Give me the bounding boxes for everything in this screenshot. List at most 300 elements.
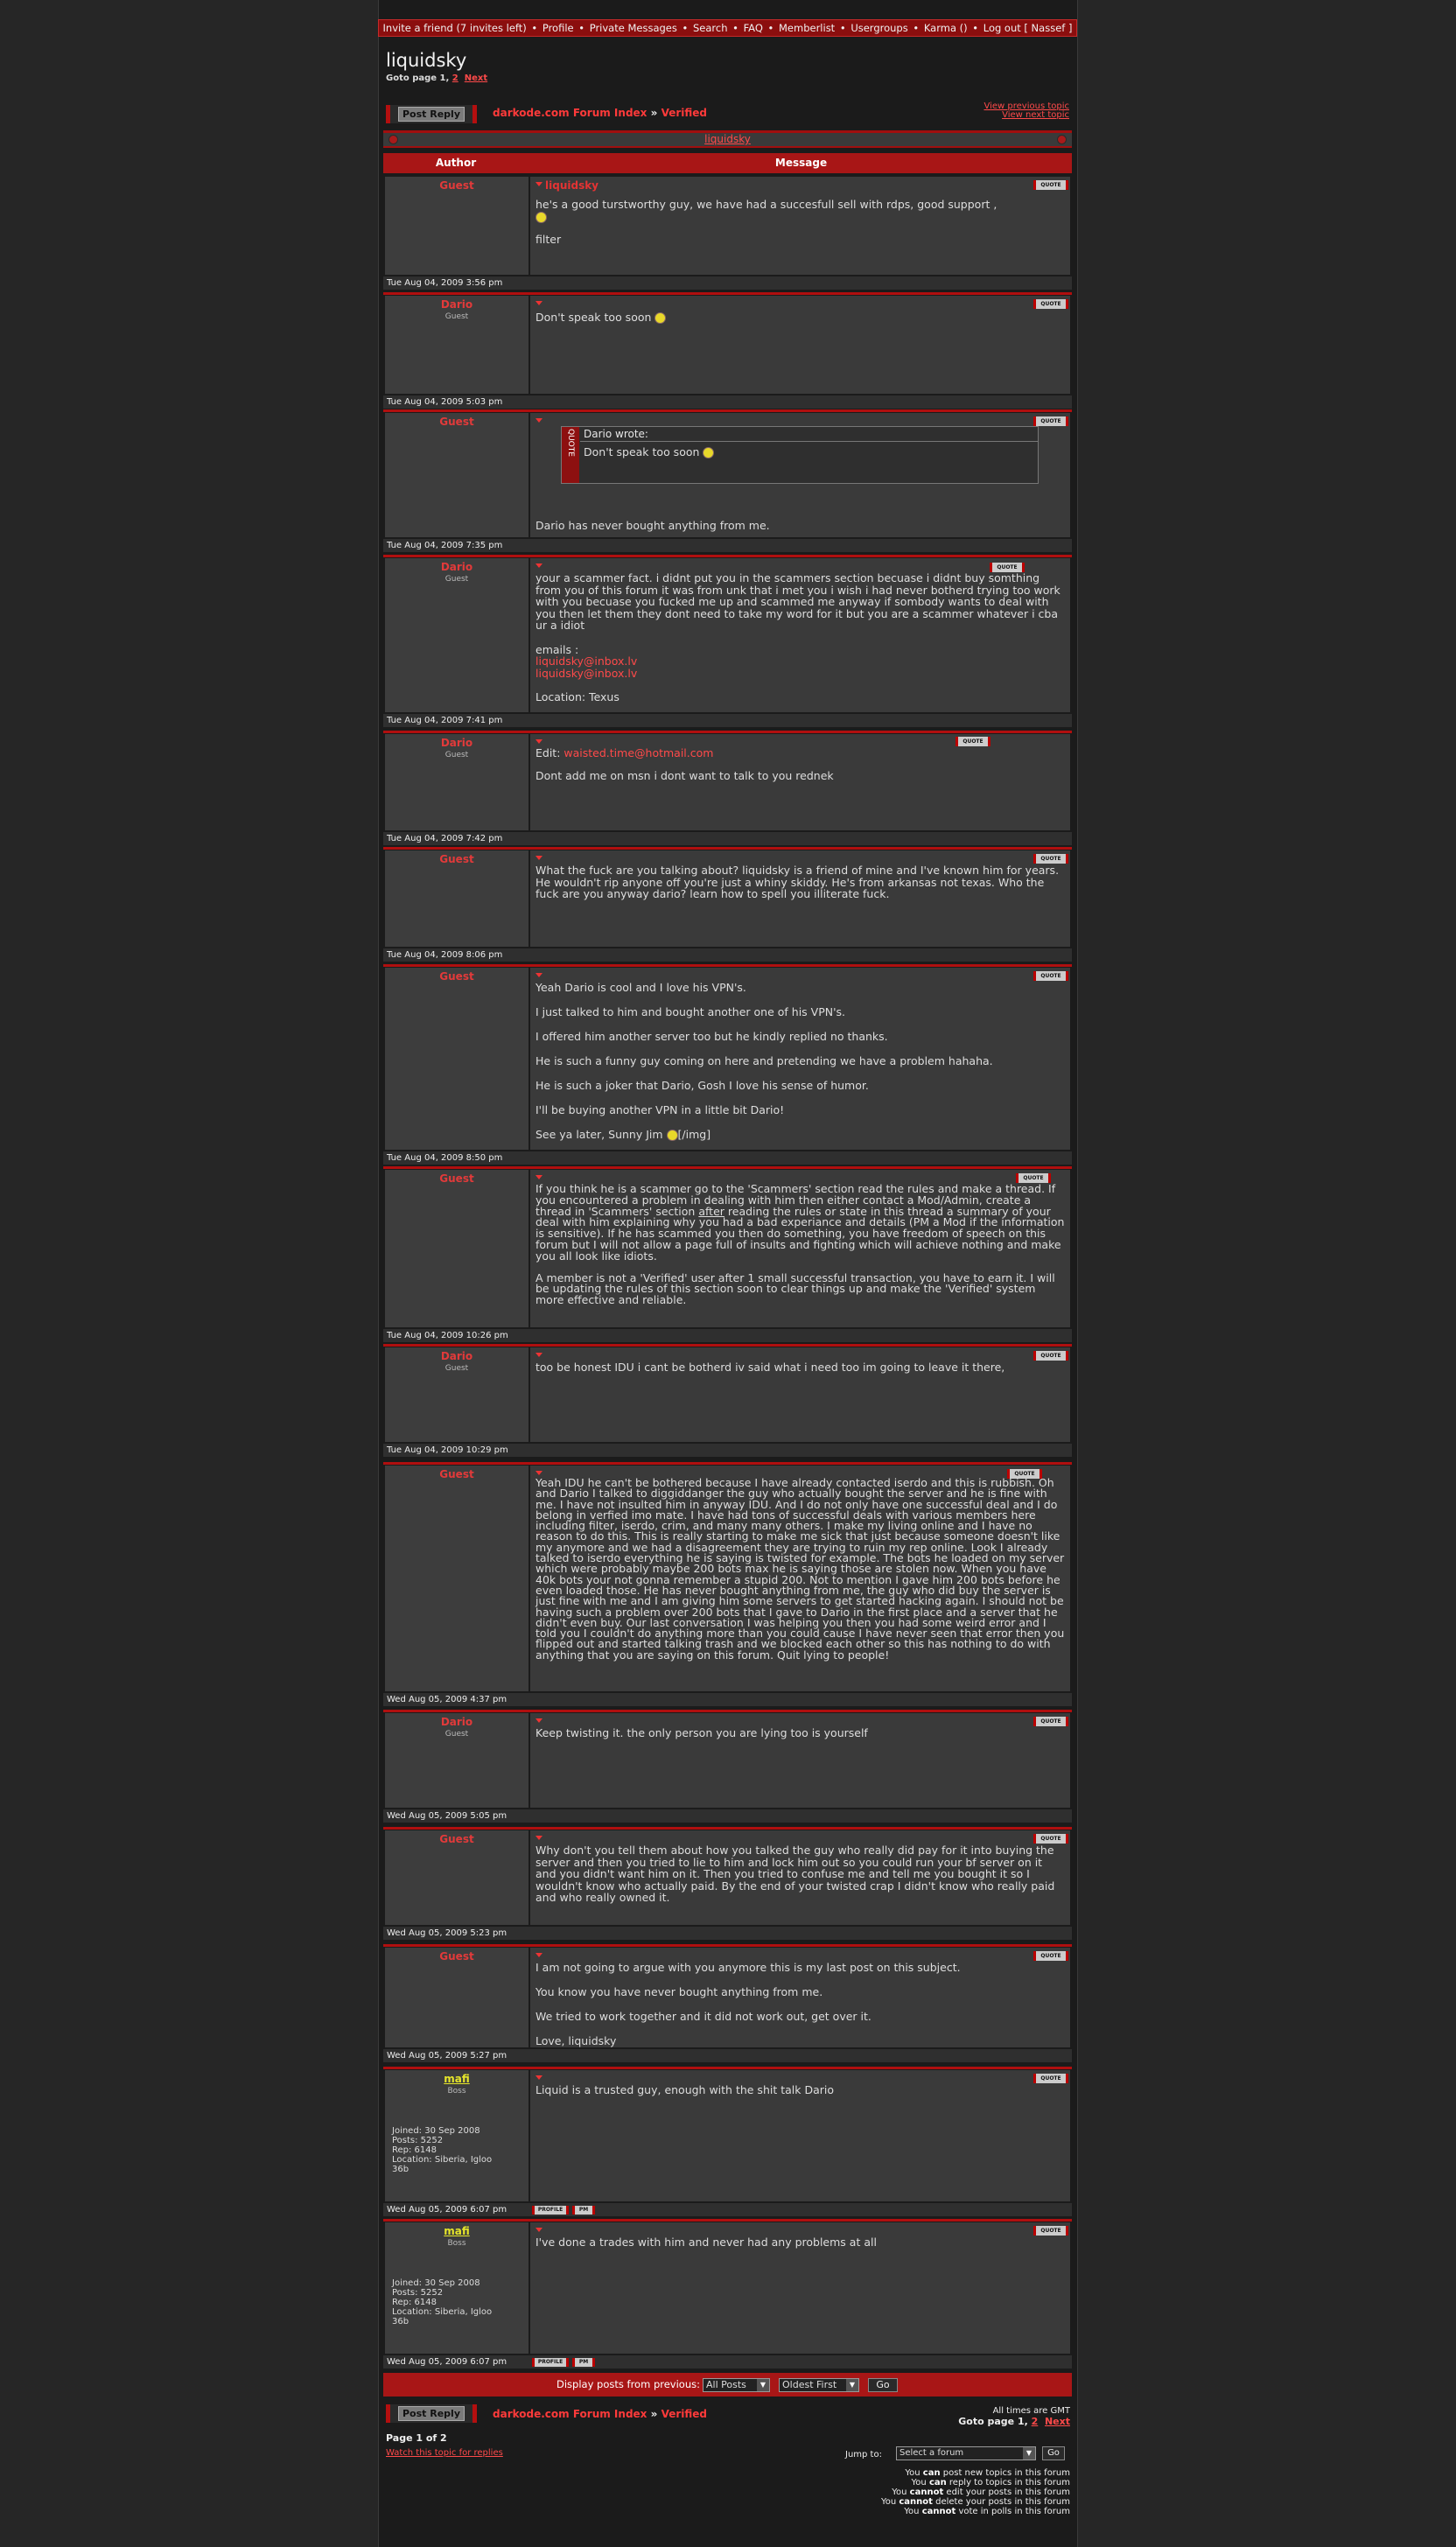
perm-status: can [928, 2478, 947, 2488]
post-body [536, 311, 1065, 324]
perm-status: cannot [921, 2507, 956, 2516]
post-text: Dario has never bought anything from me. [536, 519, 770, 532]
timezone-info [941, 2406, 1070, 2426]
quote-side-text: QUOTE [566, 429, 575, 457]
blank-line [536, 679, 1065, 691]
forum-index-link[interactable]: darkode.com Forum Index [493, 2408, 648, 2420]
next-page-link[interactable]: Next [1044, 2416, 1070, 2427]
current-page: 1 [439, 73, 446, 83]
quote-button[interactable]: QUOTE [1016, 1173, 1051, 1183]
post-text: What the fuck are you talking about? liquidsky is a friend of mine and I've known him for years. He wouldn't rip anyone off you're just a whiny skiddy. He's from arkansas not texas. Who the fuck are you anyway dario? learn how to spell you illiterate fuck. [536, 864, 1060, 900]
post-icon [536, 301, 542, 305]
perm-prefix: You [880, 2497, 900, 2507]
post-author[interactable]: Guest [439, 1468, 474, 1480]
post-body [536, 1962, 1065, 2058]
author-cell [385, 1347, 528, 1442]
post-body [536, 2236, 1065, 2249]
post [383, 1948, 1072, 2061]
user-rank: Guest [444, 312, 469, 321]
quote-side-label [562, 427, 579, 483]
post-author[interactable]: Guest [439, 1950, 474, 1963]
post-body [536, 520, 1065, 532]
faq-link[interactable]: FAQ [743, 22, 763, 34]
quote-button[interactable]: QUOTE [1033, 2074, 1068, 2083]
message-cell [530, 2070, 1070, 2201]
breadcrumb-arrow: » [650, 2408, 658, 2420]
current-page: 1 [1017, 2416, 1025, 2427]
post-divider [383, 1462, 1072, 1465]
user-rank: Guest [444, 575, 469, 584]
post-date: Wed Aug 05, 2009 4:37 pm [387, 1695, 508, 1704]
message-cell [530, 1713, 1070, 1808]
post-text: filter [536, 232, 562, 246]
post-body [536, 1361, 1065, 1374]
karma-link[interactable]: Karma () [923, 22, 968, 34]
post-date: Tue Aug 04, 2009 10:26 pm [387, 1331, 508, 1340]
top-navigation: Invite a friend (7 invites left) • Profile • Private Messages • Search • FAQ • Memberlist • Usergroups • Karma () • Log out [ Nassef ] [378, 19, 1077, 37]
post-footer [383, 1809, 1072, 1823]
perm-text: reply to topics in this forum [946, 2478, 1070, 2488]
post-divider [383, 409, 1072, 412]
post-footer [383, 1329, 1072, 1342]
post-footer [383, 395, 1072, 409]
post-date: Wed Aug 05, 2009 6:07 pm [387, 2357, 508, 2367]
quote-button[interactable]: QUOTE [1007, 1469, 1042, 1479]
post-text: Don't speak too soon [536, 311, 652, 324]
post-text: A member is not a 'Verified' user after 1 small successful transaction, you have to earn it. I will be updating the rules of this section soon to clear things up and make the 'Verified' system more effective and reliable. [536, 1270, 1055, 1307]
email-link[interactable]: liquidsky@inbox.lv [536, 666, 638, 680]
post [383, 177, 1072, 289]
user-posts: Posts: 5252 [392, 2288, 444, 2298]
post-footer [383, 539, 1072, 552]
email-link[interactable]: liquidsky@inbox.lv [536, 654, 638, 668]
author-cell [385, 2070, 528, 2201]
post-author[interactable]: Dario [440, 1350, 473, 1362]
chevron-down-icon: ▼ [846, 2379, 858, 2391]
message-column-header: Message [774, 157, 828, 169]
topic-header-bar [383, 130, 1072, 148]
author-cell [385, 1830, 528, 1925]
post-divider [383, 964, 1072, 967]
post-author[interactable]: Guest [439, 416, 474, 428]
pagination-top [386, 73, 487, 83]
header-ornament-left [388, 135, 398, 144]
perm-text: delete your posts in this forum [932, 2497, 1070, 2507]
quote-text-content: Don't speak too soon [584, 445, 700, 458]
user-rank: Guest [444, 751, 469, 759]
post-icon [536, 1953, 542, 1957]
post [383, 2070, 1072, 2215]
post-date: Wed Aug 05, 2009 6:07 pm [387, 2205, 508, 2215]
forum-link[interactable]: Verified [661, 107, 707, 119]
post-reply-label: Post Reply [398, 107, 465, 122]
post-author[interactable]: Dario [440, 737, 473, 749]
author-cell [385, 413, 528, 537]
post [383, 1713, 1072, 1822]
author-cell [385, 968, 528, 1150]
post-text: [/img] [677, 1128, 711, 1141]
display-options-bar [383, 2373, 1072, 2397]
blank-line [536, 632, 1065, 644]
quote-button[interactable]: QUOTE [1033, 1717, 1068, 1726]
post-date: Wed Aug 05, 2009 5:27 pm [387, 2051, 508, 2061]
perm-prefix: You [892, 2488, 910, 2497]
post-divider [383, 292, 1072, 295]
perm-status: cannot [899, 2497, 933, 2507]
post-body [536, 1727, 1065, 1739]
message-cell [530, 558, 1070, 712]
view-previous-topic-link[interactable]: View previous topic [984, 101, 1069, 111]
user-rank: Guest [444, 1730, 469, 1739]
quote-block [561, 426, 1039, 484]
quote-button[interactable]: QUOTE [1033, 1951, 1068, 1961]
post [383, 850, 1072, 961]
post-divider [383, 555, 1072, 557]
post-reply-label: Post Reply [398, 2406, 465, 2421]
quote-button[interactable]: QUOTE [1033, 180, 1068, 190]
pm-button[interactable]: PM [572, 2358, 595, 2367]
post-icon [536, 418, 542, 423]
post-text: Liquid is a trusted guy, enough with the shit talk Dario [536, 2083, 835, 2096]
post-date: Tue Aug 04, 2009 5:03 pm [387, 397, 503, 407]
post [383, 296, 1072, 407]
post-divider [383, 1166, 1072, 1169]
post-subject: liquidsky [545, 179, 599, 192]
post-divider [383, 1710, 1072, 1712]
message-cell [530, 1948, 1070, 2047]
pm-button[interactable]: PM [572, 2206, 595, 2215]
user-location-cont: 36b [392, 2317, 410, 2327]
post-icon [536, 973, 542, 977]
post-body [536, 982, 1065, 1151]
post-footer [383, 948, 1072, 962]
message-cell [530, 413, 1070, 537]
post-footer [383, 1693, 1072, 1706]
message-cell [530, 2222, 1070, 2354]
page-2-link[interactable]: 2 [1031, 2416, 1039, 2427]
post-body [536, 864, 1065, 900]
display-range-select[interactable] [703, 2378, 770, 2392]
post-author[interactable]: mafi [444, 2073, 470, 2085]
display-order-value: Oldest First [782, 2379, 837, 2390]
post-text-blank [536, 223, 1065, 234]
post-author[interactable]: Dario [440, 561, 473, 573]
post-footer [383, 714, 1072, 727]
author-cell [385, 1466, 528, 1691]
author-cell [385, 734, 528, 830]
author-cell [385, 296, 528, 394]
post-author[interactable]: Guest [439, 179, 474, 192]
topic-nav [929, 102, 1069, 120]
post-icon [536, 1718, 542, 1723]
post-icon [536, 856, 542, 860]
smiley-icon [703, 447, 714, 458]
message-cell [530, 734, 1070, 830]
usergroups-link[interactable]: Usergroups [850, 22, 908, 34]
smiley-icon [654, 312, 666, 324]
post-footer [383, 832, 1072, 845]
page-separator: , [445, 73, 452, 83]
user-location: Location: Siberia, Igloo [392, 2307, 493, 2317]
post-text: too be honest IDU i cant be botherd iv said what i need too im going to leave it there, [536, 1361, 1005, 1374]
post-footer [383, 276, 1072, 290]
breadcrumb-bottom [493, 2408, 707, 2420]
user-rank: Boss [447, 2087, 466, 2096]
profile-link[interactable]: Profile [542, 22, 574, 34]
author-cell [385, 1713, 528, 1808]
user-rank: Guest [444, 1364, 469, 1373]
post-date: Tue Aug 04, 2009 10:29 pm [387, 1445, 508, 1455]
post [383, 413, 1072, 551]
post-icon [536, 1836, 542, 1840]
post-author[interactable]: Dario [440, 298, 473, 311]
post-body [536, 2084, 1065, 2096]
post [383, 968, 1072, 1164]
post-icon [536, 1471, 542, 1475]
logout-link[interactable]: Log out [ Nassef ] [983, 22, 1073, 34]
post-body [536, 1478, 1065, 1661]
next-page-link[interactable]: Next [464, 73, 488, 83]
breadcrumb [493, 107, 707, 119]
post-date: Wed Aug 05, 2009 5:05 pm [387, 1811, 508, 1821]
page-count: Page 1 of 2 [386, 2432, 447, 2444]
display-label: Display posts from previous: [556, 2378, 700, 2390]
post-author[interactable]: mafi [444, 2225, 470, 2237]
post-text: Love, liquidsky [536, 2034, 617, 2047]
post-divider [383, 731, 1072, 733]
pagination-bottom [941, 2417, 1070, 2426]
post-text: Yeah IDU he can't be bothered because I have already contacted iserdo and this is rubbish. Oh and Dario I talked to diggiddanger the guy who actually bought the server and he is fine with me. I have not insulted him in anyway IDU. And I do not only have one successful deal and I do belong in verfied imo mate. I have had tons of successful deals with various members here including filter, iserdo, crim, and many many others. I make my living online and I have no reason to do this. This is really starting to make me sick that just because someone doesn't like my anymore and we had a disagreement they are trying to ruin my rep online. Look I already talked to iserdo everything he is saying is twisted for example. The bots he loaded on my server which were probably maybe 200 bots max he is saying those are stolen now. When you have 40k bots your not gonna remember a stupid 200. Not to mention I gave him 200 bots before he even loaded those. He has never bought anything from me, the guy who did buy the server is just fine with me and I am giving him some servers to get started hacking again. I should not be having such a problem over 200 bots that I gave to Dario in the first place and a server that he didn't even buy. Our last conversation I was helping you then you had some weird error and I told you I couldn't do anything more than you could cause I have never seen that error then you flipped out and started talking trash and we blocked each other so this has nothing to do with anything that you are saying on this forum. Quit lying to people! [536, 1476, 1065, 1662]
invite-link[interactable]: Invite a friend (7 invites left) [382, 22, 527, 34]
smiley-icon [667, 1130, 678, 1141]
message-cell [530, 1170, 1070, 1327]
perm-text: post new topics in this forum [940, 2468, 1070, 2478]
post-divider [383, 1944, 1072, 1947]
quote-button[interactable]: QUOTE [1033, 299, 1068, 309]
permission-line [807, 2468, 1070, 2478]
quote-text [584, 445, 714, 458]
perm-status: can [922, 2468, 941, 2478]
profile-button[interactable]: PROFILE [532, 2206, 569, 2215]
jump-to [845, 2448, 1060, 2460]
post-text: Yeah Dario is cool and I love his VPN's. [536, 981, 746, 994]
post-date: Tue Aug 04, 2009 8:50 pm [387, 1153, 503, 1163]
user-joined: Joined: 30 Sep 2008 [392, 2278, 480, 2288]
header-ornament-right [1057, 135, 1067, 144]
post-text: We tried to work together and it did not work out, get over it. [536, 2010, 872, 2023]
jump-go-button[interactable]: Go [1042, 2446, 1065, 2460]
post-icon [536, 1353, 542, 1357]
jump-select[interactable] [896, 2446, 1036, 2460]
post-date: Tue Aug 04, 2009 7:41 pm [387, 716, 503, 725]
user-stats [392, 2278, 492, 2327]
memberlist-link[interactable]: Memberlist [779, 22, 836, 34]
page-2-link[interactable]: 2 [452, 73, 458, 83]
post-body [536, 1184, 1065, 1317]
breadcrumb-arrow: » [650, 107, 658, 119]
post [383, 1830, 1072, 1939]
forum-index-link[interactable]: darkode.com Forum Index [493, 107, 648, 119]
page-separator: , [1024, 2416, 1032, 2427]
post-icon [536, 2075, 542, 2080]
post-text: I've done a trades with him and never had any problems at all [536, 2236, 877, 2249]
post-text: I just talked to him and bought another one of his VPN's. [536, 1005, 846, 1018]
post-body [536, 199, 1065, 245]
post-text: See ya later, Sunny Jim [536, 1128, 663, 1141]
post-text: your a scammer fact. i didnt put you in the scammers section becuase i didnt buy somthing from you of this forum it was from unk that i met you i wish i had never botherd trying too work with you becuase you fucked me up and scammed me anyway if sombody wants to deal with you then let them they dont need to take my word for it but you are a scammer whatever i cba ur a idiot [536, 571, 1060, 632]
jump-select-value: Select a forum [900, 2448, 964, 2458]
post-footer [383, 2355, 1072, 2369]
user-location: Location: Siberia, Igloo [392, 2155, 493, 2165]
post-date: Wed Aug 05, 2009 5:23 pm [387, 1928, 508, 1938]
author-cell [385, 558, 528, 712]
post-icon [536, 182, 542, 186]
post [383, 2222, 1072, 2368]
perm-prefix: You [904, 2507, 922, 2516]
permission-line [807, 2488, 1070, 2497]
user-location-cont: 36b [392, 2165, 410, 2174]
quote-button[interactable]: QUOTE [1033, 2226, 1068, 2236]
message-cell [530, 1347, 1070, 1442]
post-text: Edit: [536, 746, 561, 759]
quote-button[interactable]: QUOTE [956, 737, 990, 746]
post-icon [536, 1175, 542, 1179]
post-date: Tue Aug 04, 2009 7:35 pm [387, 541, 503, 550]
post-divider [383, 2219, 1072, 2222]
post-text-underlined: after [698, 1204, 724, 1218]
forum-link[interactable]: Verified [661, 2408, 707, 2420]
post-footer [383, 2049, 1072, 2062]
message-cell [530, 850, 1070, 947]
author-cell [385, 2222, 528, 2354]
post-text: he's a good turstworthy guy, we have had a succesfull sell with rdps, good support , [536, 198, 998, 211]
post-text: Location: Texus [536, 690, 620, 703]
column-headers [383, 153, 1072, 173]
post-text: Keep twisting it. the only person you are lying too is yourself [536, 1726, 868, 1739]
post-text: reading the rules or state in this thread a summary of your deal with him explaining why you had a bad experiance and details (PM a Mod if the information is sensitive). If he has scammed you then do something, you have freedom of speech on this forum but I will not allow a page full of insults and fighting which will achieve nothing and make you all look like idiots. [536, 1204, 1065, 1263]
perm-prefix: You [905, 2468, 923, 2478]
goto-label: Goto page [386, 73, 440, 83]
quote-button[interactable]: QUOTE [1033, 1834, 1068, 1844]
profile-button[interactable]: PROFILE [532, 2358, 569, 2367]
display-order-select[interactable] [779, 2378, 859, 2392]
post-body [536, 1844, 1065, 1904]
topic-title-link[interactable]: liquidsky [704, 133, 751, 145]
author-cell [385, 1170, 528, 1327]
message-cell [530, 1830, 1070, 1925]
jump-label: Jump to: [845, 2450, 882, 2460]
post-text: You know you have never bought anything from me. [536, 1985, 823, 1998]
post-divider [383, 1344, 1072, 1347]
private-messages-link[interactable]: Private Messages [589, 22, 677, 34]
display-go-button[interactable]: Go [868, 2378, 898, 2392]
user-stats [392, 2126, 492, 2174]
permission-line [807, 2507, 1070, 2516]
post-reply-button-bottom[interactable] [386, 2404, 477, 2423]
topic-title: liquidsky [386, 50, 467, 71]
author-cell [385, 177, 528, 275]
post-text: emails : [536, 642, 579, 656]
post-footer [383, 1444, 1072, 1457]
wink-smiley-icon [536, 212, 547, 223]
post-icon [536, 563, 542, 568]
email-link[interactable]: waisted.time@hotmail.com [564, 746, 714, 759]
post-body [536, 572, 1065, 703]
perm-status: cannot [909, 2488, 944, 2497]
post-text: Dont add me on msn i dont want to talk to you rednek [536, 768, 834, 782]
post-reply-button[interactable] [386, 105, 477, 123]
post-author[interactable]: Guest [439, 853, 474, 865]
quote-button[interactable]: QUOTE [1033, 416, 1068, 426]
quote-button[interactable]: QUOTE [990, 563, 1025, 572]
user-posts: Posts: 5252 [392, 2136, 444, 2145]
post-text: He is such a funny guy coming on here and pretending we have a problem hahaha. [536, 1054, 993, 1067]
post-author[interactable]: Dario [440, 1716, 473, 1728]
message-cell [530, 177, 1070, 275]
post-author[interactable]: Guest [439, 1172, 474, 1185]
view-next-topic-link[interactable]: View next topic [1002, 110, 1069, 120]
post [383, 558, 1072, 726]
permission-line [807, 2497, 1070, 2507]
chevron-down-icon: ▼ [1023, 2447, 1035, 2460]
post-footer [383, 2203, 1072, 2216]
user-rank: Boss [447, 2239, 466, 2248]
post-text: I am not going to argue with you anymore this is my last post on this subject. [536, 1961, 961, 1974]
post [383, 1347, 1072, 1456]
post [383, 734, 1072, 844]
post-author[interactable]: Guest [439, 1833, 474, 1845]
post-text: Why don't you tell them about how you talked the guy who really did pay for it into buying the server and then you tried to lie to him and lock him out so you could run your bf server on it and you didn't want him on it. Then you tried to confuse me and tell me you bought it so I wouldn't know who actually paid. By the end of your twisted crap I didn't know who really paid and who really owned it. [536, 1844, 1055, 1905]
user-rep: Rep: 6148 [392, 2298, 437, 2307]
post [383, 1466, 1072, 1706]
timezone-text: All times are GMT [992, 2406, 1070, 2416]
post-date: Tue Aug 04, 2009 7:42 pm [387, 834, 503, 843]
search-link[interactable]: Search [692, 22, 728, 34]
post-icon [536, 739, 542, 744]
post-divider [383, 2067, 1072, 2069]
permissions-list [807, 2468, 1070, 2516]
quote-author: Dario wrote: [580, 427, 1038, 442]
message-cell [530, 296, 1070, 394]
watch-topic-link-wrap [386, 2448, 503, 2458]
quote-button[interactable]: QUOTE [1033, 1351, 1068, 1361]
post [383, 1170, 1072, 1341]
post-date: Tue Aug 04, 2009 3:56 pm [387, 278, 503, 288]
post-text: I offered him another server too but he kindly replied no thanks. [536, 1030, 888, 1043]
post-footer [383, 1151, 1072, 1165]
perm-text: edit your posts in this forum [943, 2488, 1070, 2497]
post-icon [536, 2228, 542, 2232]
author-cell [385, 850, 528, 947]
post-footer [383, 1927, 1072, 1940]
chevron-down-icon: ▼ [757, 2379, 769, 2391]
quote-button[interactable]: QUOTE [1033, 971, 1068, 981]
display-range-value: All Posts [706, 2379, 746, 2390]
message-cell [530, 968, 1070, 1150]
post-author[interactable]: Guest [439, 970, 474, 983]
author-cell [385, 1948, 528, 2047]
post-divider [383, 847, 1072, 850]
post-divider [383, 1827, 1072, 1830]
post-date: Tue Aug 04, 2009 8:06 pm [387, 950, 503, 960]
watch-topic-link[interactable]: Watch this topic for replies [386, 2448, 503, 2458]
perm-text: vote in polls in this forum [956, 2507, 1070, 2516]
message-cell [530, 1466, 1070, 1691]
post-body [536, 747, 1065, 792]
post-text: If you think he is a scammer go to the 'Scammers' section read the rules and make a thread. If you encountered a problem in dealing with him then either contact a Mod/Admin, create a thread in 'Scammers' section [536, 1182, 1056, 1218]
quote-button[interactable]: QUOTE [1033, 854, 1068, 864]
author-column-header: Author [435, 157, 477, 169]
